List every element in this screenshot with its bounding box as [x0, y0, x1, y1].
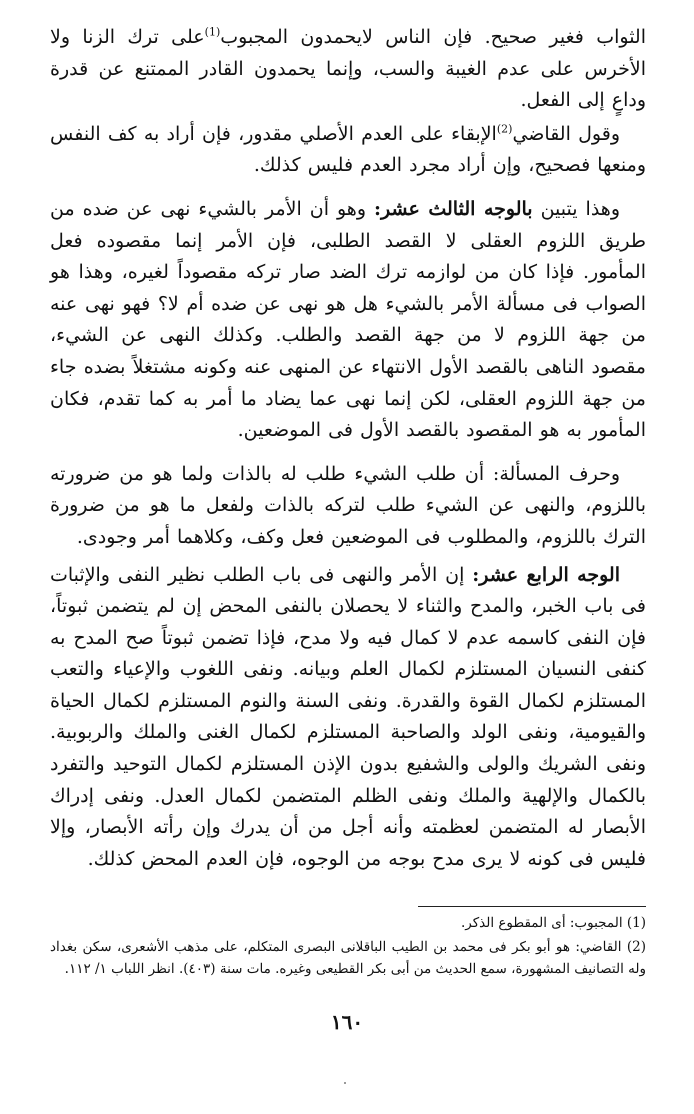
paragraph-3-lead: وهذا يتبين [532, 197, 620, 220]
footnotes [50, 912, 646, 980]
footnote-separator [418, 906, 646, 907]
footnote-ref-2[interactable]: (2) [496, 122, 513, 136]
paragraph-1-rest: على ترك الزنا ولا الأخرس على عدم الغيبة والسب، وإنما يحمدون القادر الممتنع عن قدرة وداعٍ إلى الفعل. [50, 26, 646, 112]
footnote-1: (1) المجبوب: أى المقطوع الذكر. [460, 915, 646, 931]
footnote-ref-1[interactable]: (1) [204, 25, 221, 39]
paragraph-1-text: الثواب فغير صحيح. فإن الناس لايحمدون المجبوب [220, 26, 646, 48]
footnote-2: (2) القاضي: هو أبو بكر فى محمد بن الطيب الباقلانى البصرى المتكلم، على مذهب الأشعرى، سكن بغداد وله التصانيف المشهورة، سمع الحديث من أبى بكر القطيعى وغيره. مات سنة (٤٠٣). انظر اللباب ١/ ١١٢. [50, 939, 646, 977]
paragraph-5-rest: إن الأمر والنهى فى باب الطلب نظير النفى والإثبات فى باب الخبر، والمدح والثناء لا يحصلان بالنفى المحض إن لم يتضمن ثبوتاً، فإن النفى كاسمه عدم لا كمال فيه ولا مدح، فإذا تضمن ثبوتاً صح المدح به كنفى النسيان المستلزم لكمال العلم وبيانه. ونفى اللغوب والإعياء والتعب المستلزم لكمال القوة والقدرة. ونفى السنة والنوم المستلزم لكمال الحياة والقيومية، ونفى الولد والصاحبة المستلزم لكمال الغنى والملك والربوبية. ونفى الشريك والولى والشفيع بدون الإذن المستلزم لكمال التوحيد والتفرد بالكمال والإلهية والملك ونفى الظلم المتضمن لكمال العدل. ونفى إدراك الأبصار له المتضمن لعظمته وأنه أجل من أن يدرك وإن رأته الأبصار، وإلا فليس فى كونه لا يرى مدح بوجه من الوجوه، فإن العدم المحض كذلك. [50, 563, 646, 870]
paragraph-1 [50, 22, 646, 117]
paragraph-2-text: وقول القاضي [512, 122, 620, 145]
page-number: ١٦٠ [330, 1010, 364, 1034]
main-text [50, 22, 646, 875]
paragraph-4: وحرف المسألة: أن طلب الشيء طلب له بالذات ولما هو من ضرورته باللزوم، والنهى عن الشيء طلب لتركه بالذات ولفعل ما هو من ضرورة الترك باللزوم، والمطلوب فى الموضعين فعل وكف، وكلاهما أمر وجودى. [50, 462, 646, 548]
paragraph-5 [50, 560, 646, 876]
margin-dot [344, 1082, 346, 1084]
paragraph-3-rest: وهو أن الأمر بالشيء نهى عن ضده من طريق اللزوم العقلى لا القصد الطلبى، فإن الأمر إنما مقصوده فعل المأمور. فإذا كان من لوازمه ترك الضد صار تركه مقصوداً لغيره، وهذا هو الصواب فى مسألة الأمر بالشيء هل هو نهى عن ضده أم لا؟ فهو نهى عنه من جهة اللزوم لا من جهة القصد والطلب. وكذلك النهى عن الشيء، مقصود الناهى بالقصد الأول الانتهاء عن المنهى عنه وكونه مشتغلاً بضده جاء من جهة اللزوم العقلى، لكن إنما نهى عما يضاد ما أمر به كما تقدم، فكان المأمور به هو المقصود بالقصد الأول فى الموضعين. [50, 197, 646, 442]
section-heading-14: الوجه الرابع عشر: [472, 563, 620, 586]
paragraph-2 [50, 119, 646, 182]
paragraph-2-rest: الإبقاء على العدم الأصلي مقدور، فإن أراد به كف النفس ومنعها فصحيح، وإن أراد مجرد العدم فليس كذلك. [50, 122, 646, 177]
paragraph-3 [50, 194, 646, 447]
section-heading-13: بالوجه الثالث عشر: [374, 197, 533, 220]
